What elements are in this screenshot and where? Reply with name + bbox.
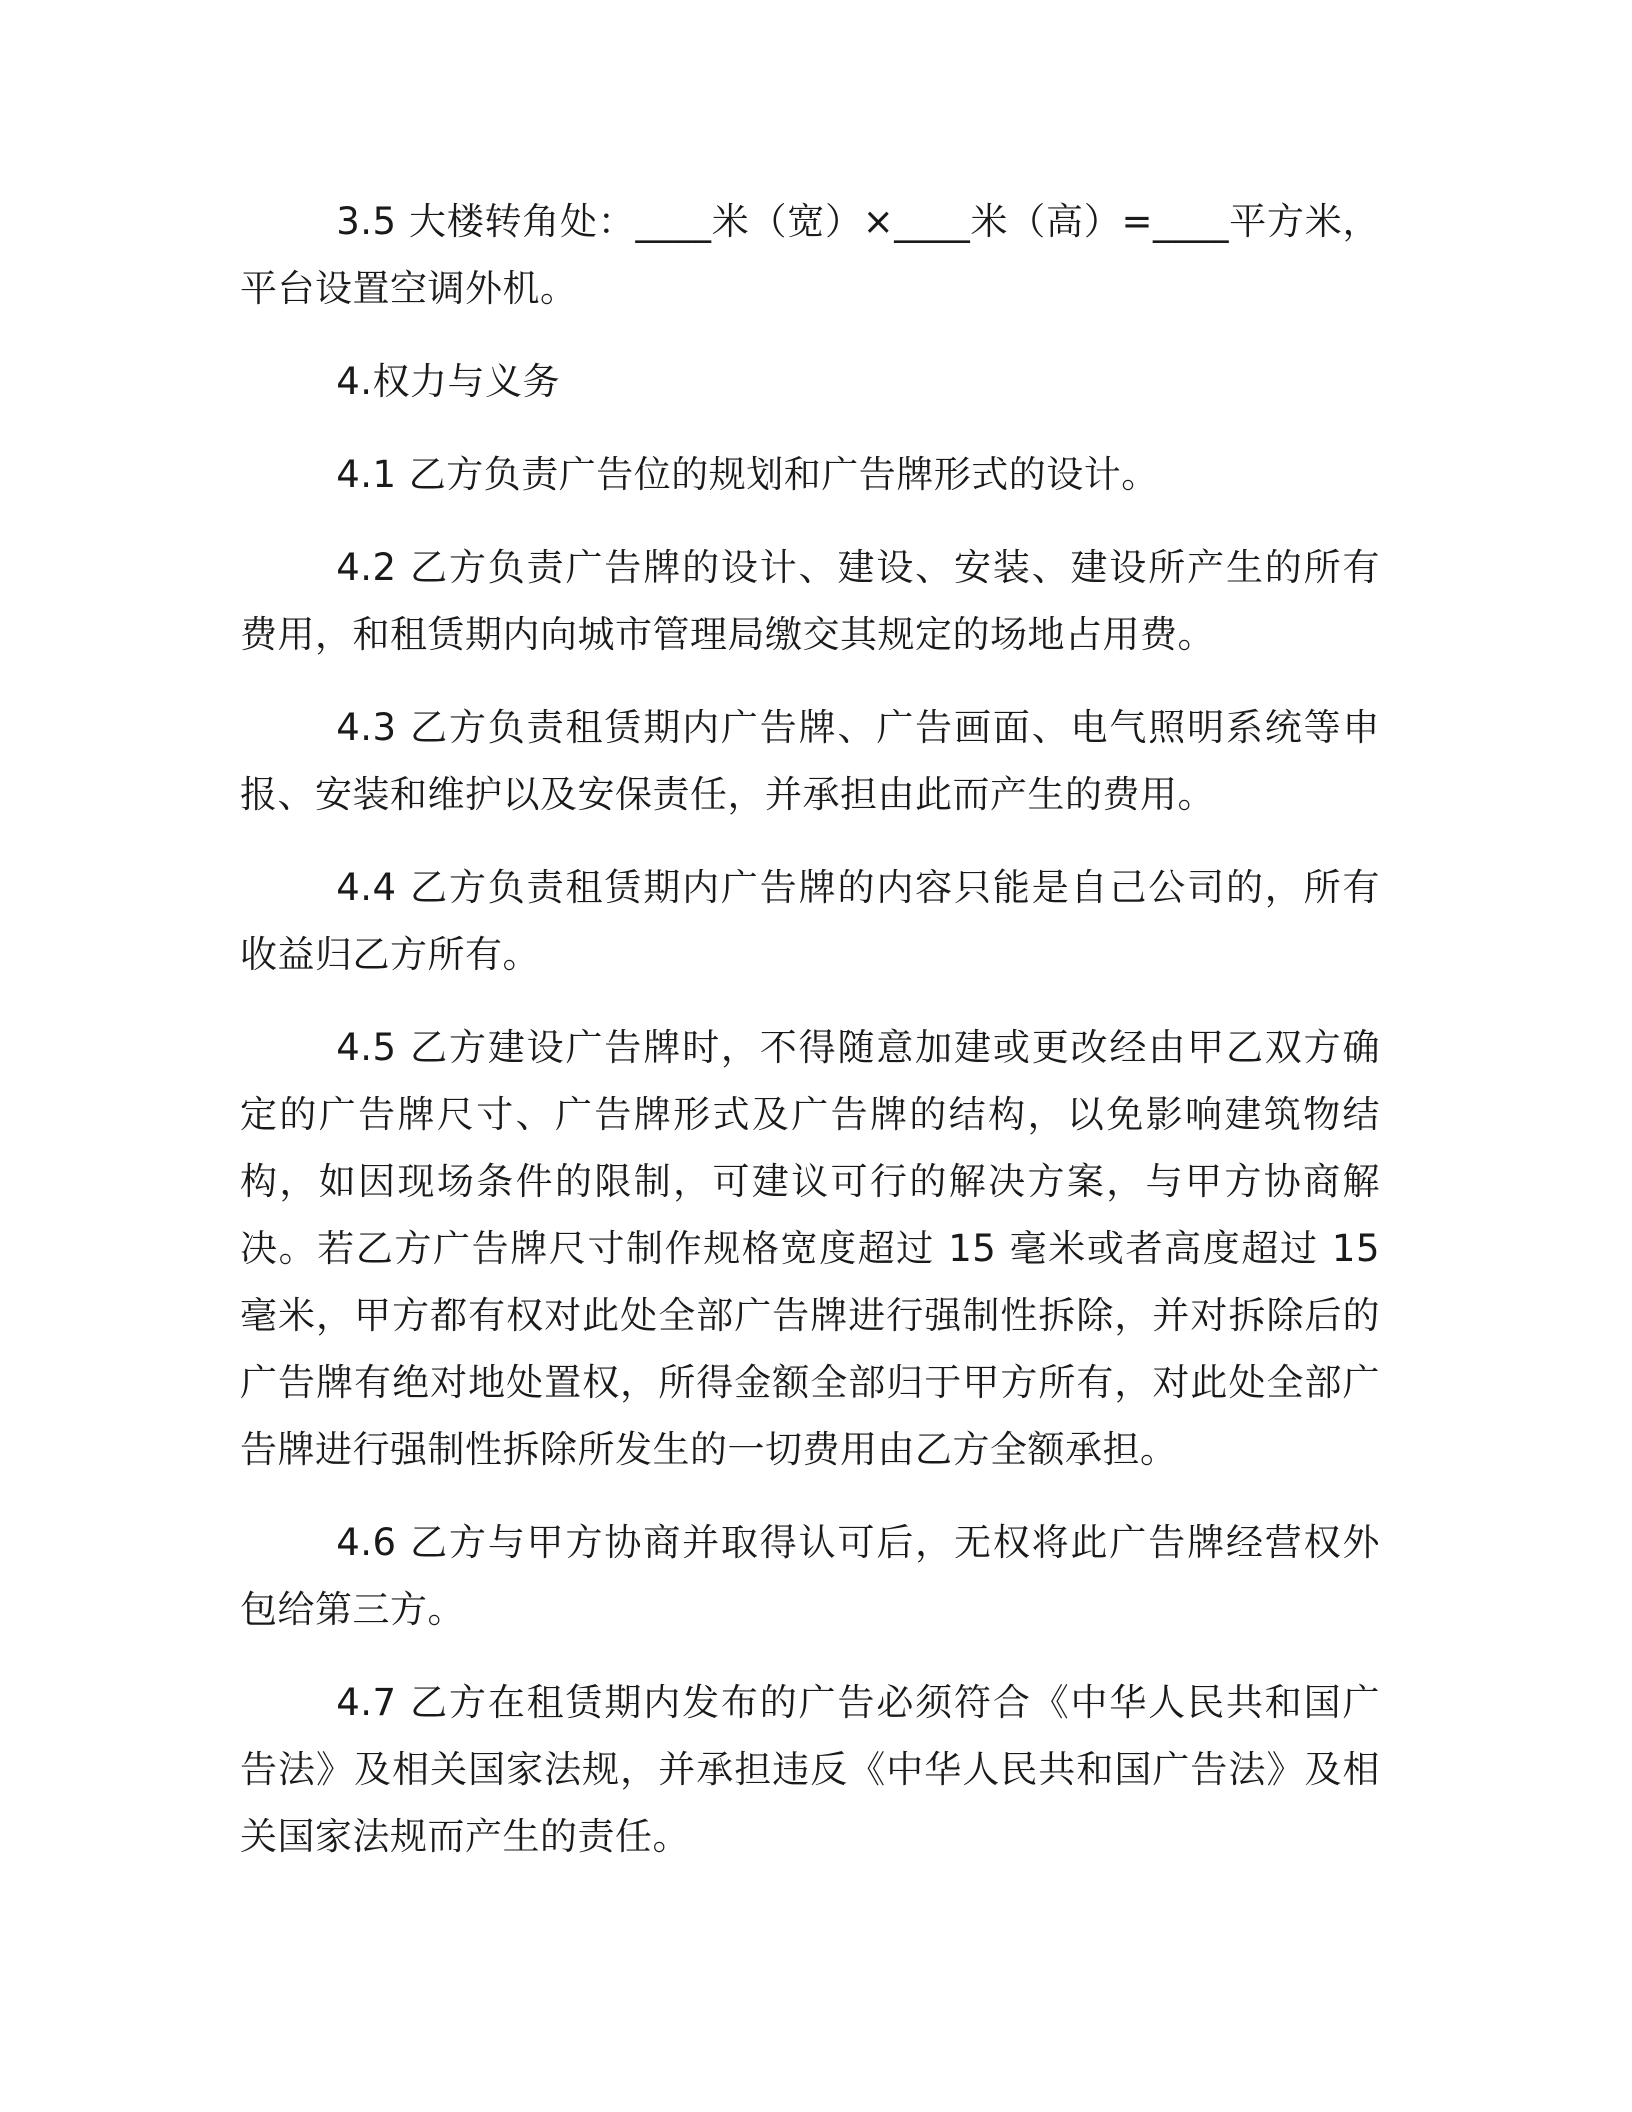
clause-4-2: 4.2 乙方负责广告牌的设计、建设、安装、建设所产生的所有费用，和租赁期内向城市管理局缴交其规定的场地占用费。 [240,546,1380,656]
clause-4-6: 4.6 乙方与甲方协商并取得认可后，无权将此广告牌经营权外包给第三方。 [240,1521,1380,1631]
clause-4-7: 4.7 乙方在租赁期内发布的广告必须符合《中华人民共和国广告法》及相关国家法规，并承担违反《中华人民共和国广告法》及相关国家法规而产生的责任。 [240,1681,1380,1858]
clause-3-5: 3.5 大楼转角处：____米（宽）×____米（高）=____平方米，平台设置空调外机。 [240,200,1380,310]
clause-4-1: 4.1 乙方负责广告位的规划和广告牌形式的设计。 [336,453,1159,496]
clause-4-3: 4.3 乙方负责租赁期内广告牌、广告画面、电气照明系统等申报、安装和维护以及安保责任，并承担由此而产生的费用。 [240,706,1380,816]
clause-4-5: 4.5 乙方建设广告牌时，不得随意加建或更改经由甲乙双方确定的广告牌尺寸、广告牌形式及广告牌的结构，以免影响建筑物结构，如因现场条件的限制，可建议可行的解决方案，与甲方协商解决。若乙方广告牌尺寸制作规格宽度超过 15 毫米或者高度超过 15 毫米，甲方都有权对此处全部广告牌进行强制性拆除，并对拆除后的广告牌有绝对地处置权，所得金额全部归于甲方所有，对此处全部广告牌进行强制性拆除所发生的一切费用由乙方全额承担。 [240,1026,1393,1471]
clause-4-4: 4.4 乙方负责租赁期内广告牌的内容只能是自己公司的，所有收益归乙方所有。 [240,866,1380,976]
section-heading-4: 4.权力与义务 [336,360,560,403]
document-body [240,188,1393,1896]
